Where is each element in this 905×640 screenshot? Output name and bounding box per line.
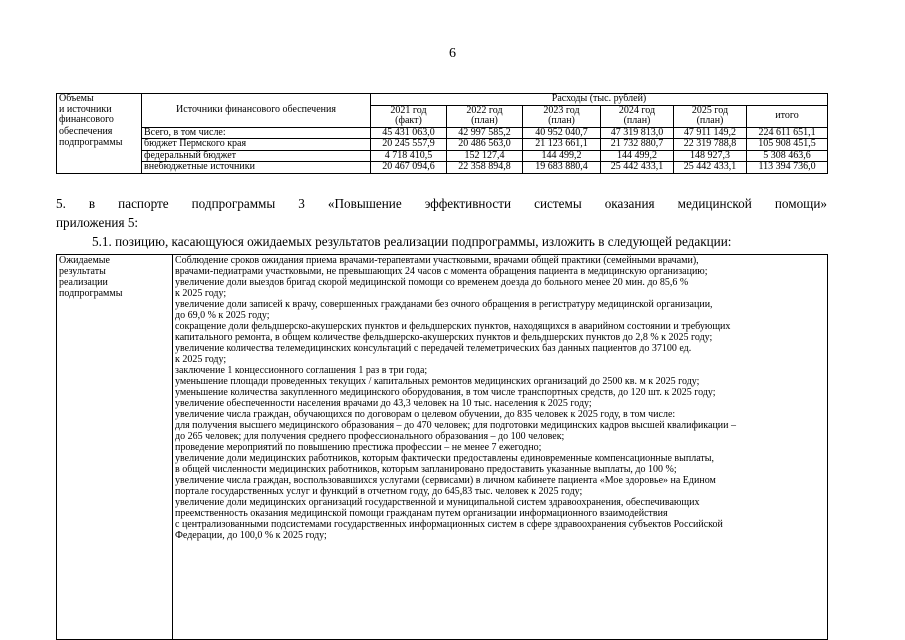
list-item: для получения высшего медицинского образования – до 470 человек; для подготовки медицинских кадров высшей квалификации – [175, 420, 737, 431]
list-item: увеличение обеспеченности населения врачами до 43,3 человек на 10 тыс. населения к 2025 году; [175, 398, 592, 409]
list-item: увеличение доли выездов бригад скорой медицинской помощи со временем доезда до больного менее 20 мин. до 85,6 % [175, 277, 689, 288]
list-item: до 69,0 % к 2025 году; [175, 310, 270, 321]
list-item: до 265 человек; для получения среднего профессионального образования – до 100 человек; [175, 431, 565, 442]
year-header: 2025 год (план) [674, 105, 747, 127]
results-label: Ожидаемые результаты реализации подпрограммы [57, 255, 173, 640]
year-header: 2023 год (план) [523, 105, 601, 127]
list-item: Федерации, до 100,0 % к 2025 году; [175, 530, 327, 541]
table-row: бюджет Пермского края 20 245 557,9 20 486 563,0 21 123 661,1 21 732 880,7 22 319 788,8 105 908 451,5 [57, 139, 828, 151]
list-item: к 2025 году; [175, 288, 227, 299]
list-item: врачами-педиатрами участковыми, не превышающих 24 часов с момента обращения пациента в медицинскую организацию; [175, 266, 708, 277]
sources-header: Источники финансового обеспечения [142, 94, 371, 128]
finance-label-cont: обеспечения подпрограммы [57, 127, 142, 173]
year-header: 2024 год (план) [601, 105, 674, 127]
expenses-header: Расходы (тыс. рублей) [371, 94, 828, 106]
list-item: уменьшение площади проведенных текущих / капитальных ремонтов медицинских организаций до 2500 кв. м к 2025 году; [175, 376, 700, 387]
paragraph-5: 5. в паспорте подпрограммы 3 «Повышение эффективности системы оказания медицинской помощи» [56, 196, 827, 211]
year-header: 2021 год (факт) [371, 105, 447, 127]
list-item: преемственность оказания медицинской помощи гражданам путем организации информационного взаимодействия [175, 508, 668, 519]
paragraph-5-tail: приложения 5: [56, 215, 139, 230]
list-item: в общей численности медицинских работников, которым запланировано предоставить указанные выплаты, до 100 %; [175, 464, 677, 475]
list-item: увеличение числа граждан, обучающихся по договорам о целевом обучении, до 835 человек к 2025 году, в том числе: [175, 409, 676, 420]
list-item: увеличение числа граждан, воспользовавшихся услугами (сервисами) в личном кабинете пациента «Мое здоровье» на Едином [175, 475, 716, 486]
list-item: портале государственных услуг и функций в отчетном году, до 645,83 тыс. человек к 2025 году; [175, 486, 583, 497]
results-table [56, 254, 828, 640]
table-row: обеспечения подпрограммы Всего, в том числе: 45 431 063,0 42 997 585,2 40 952 040,7 47 319 813,0 47 911 149,2 224 611 651,1 [57, 127, 828, 139]
finance-table [56, 93, 828, 174]
list-item: капитального ремонта, в общем количестве фельдшерско-акушерских пунктов и фельдшерских пунктов до 2,8 % к 2025 году; [175, 332, 713, 343]
total-header: итого [747, 105, 828, 127]
list-item: увеличение доли записей к врачу, совершенных гражданами без очного обращения в регистратуру медицинской организации, [175, 299, 713, 310]
list-item: заключение 1 концессионного соглашения 1 раз в три года; [175, 365, 428, 376]
list-item: увеличение количества телемедицинских консультаций с передачей телеметрических баз данных пациентов до 37100 ед. [175, 343, 692, 354]
list-item: проведение мероприятий по повышению престижа профессии – не менее 7 ежегодно; [175, 442, 542, 453]
list-item: увеличение доли медицинских организаций государственной и муниципальной систем здравоохранения, обеспечивающих [175, 497, 700, 508]
list-item: уменьшение количества закупленного медицинского оборудования, в том числе транспортных средств, до 120 шт. к 2025 году; [175, 387, 716, 398]
list-item: Соблюдение сроков ожидания приема врачами-терапевтами участковыми, врачами общей практики (семейными врачами), [175, 255, 699, 266]
list-item: к 2025 году; [175, 354, 227, 365]
paragraph-5-1: 5.1. позицию, касающуюся ожидаемых результатов реализации подпрограммы, изложить в следующей редакции: [92, 234, 732, 249]
list-item: сокращение доли фельдшерско-акушерских пунктов и фельдшерских пунктов, находящихся в аварийном состоянии и требующих [175, 321, 731, 332]
finance-label-header: Объемы и источники финансового [57, 94, 142, 128]
list-item: с централизованными подсистемами государственных информационных систем в сфере здравоохранения субъектов Российской [175, 519, 723, 530]
page-number: 6 [449, 46, 456, 61]
table-row: федеральный бюджет 4 718 410,5 152 127,4 144 499,2 144 499,2 148 927,3 5 308 463,6 [57, 150, 828, 162]
results-content [173, 255, 828, 640]
table-row: внебюджетные источники 20 467 094,6 22 358 894,8 19 683 880,4 25 442 433,1 25 442 433,1 113 394 736,0 [57, 162, 828, 174]
list-item: увеличение доли медицинских работников, которым фактически предоставлены единовременные компенсационные выплаты, [175, 453, 714, 464]
year-header: 2022 год (план) [447, 105, 523, 127]
